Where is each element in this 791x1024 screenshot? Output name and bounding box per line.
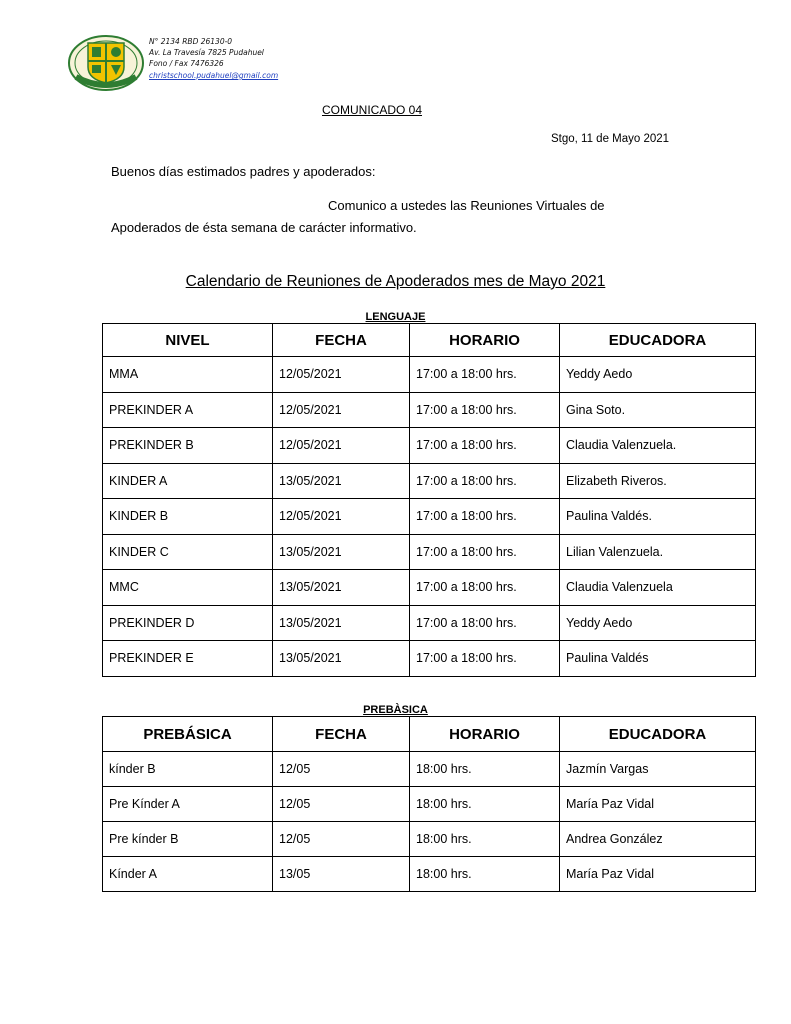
table-row xyxy=(103,392,756,428)
table-cell: Paulina Valdés. xyxy=(560,499,756,535)
table-cell: kínder B xyxy=(103,752,273,787)
table-cell: 17:00 a 18:00 hrs. xyxy=(410,357,560,393)
table-cell: Kínder A xyxy=(103,857,273,892)
table-cell: 13/05/2021 xyxy=(273,534,410,570)
column-header: FECHA xyxy=(273,324,410,357)
table-row xyxy=(103,641,756,677)
table-cell: 17:00 a 18:00 hrs. xyxy=(410,605,560,641)
memo-title: COMUNICADO 04 xyxy=(322,103,423,117)
section-title-lenguaje: LENGUAJE xyxy=(365,311,426,323)
column-header: NIVEL xyxy=(103,324,273,357)
column-header: EDUCADORA xyxy=(560,324,756,357)
table-row xyxy=(103,787,756,822)
table-row xyxy=(103,605,756,641)
table-cell: Gina Soto. xyxy=(560,392,756,428)
table-cell: PREKINDER B xyxy=(103,428,273,464)
column-header: PREBÁSICA xyxy=(103,717,273,752)
table-cell: Lilian Valenzuela. xyxy=(560,534,756,570)
table-cell: KINDER A xyxy=(103,463,273,499)
table-cell: 17:00 a 18:00 hrs. xyxy=(410,499,560,535)
prebasica-table xyxy=(102,716,756,892)
table-cell: 17:00 a 18:00 hrs. xyxy=(410,392,560,428)
section-title-prebasica: PREBÀSICA xyxy=(363,704,428,716)
greeting-text: Buenos días estimados padres y apoderados: xyxy=(111,164,376,179)
table-header-row xyxy=(103,717,756,752)
table-cell: 12/05/2021 xyxy=(273,499,410,535)
column-header: EDUCADORA xyxy=(560,717,756,752)
table-cell: PREKINDER E xyxy=(103,641,273,677)
column-header: FECHA xyxy=(273,717,410,752)
table-row xyxy=(103,857,756,892)
table-cell: 13/05/2021 xyxy=(273,641,410,677)
paragraph-line-2: Apoderados de ésta semana de carácter informativo. xyxy=(111,220,417,235)
column-header: HORARIO xyxy=(410,324,560,357)
table-cell: 12/05/2021 xyxy=(273,428,410,464)
table-row xyxy=(103,822,756,857)
table-row xyxy=(103,428,756,464)
table-cell: MMC xyxy=(103,570,273,606)
table-cell: 12/05/2021 xyxy=(273,357,410,393)
table-row xyxy=(103,499,756,535)
table-cell: 17:00 a 18:00 hrs. xyxy=(410,534,560,570)
table-cell: 13/05/2021 xyxy=(273,570,410,606)
table-cell: 13/05/2021 xyxy=(273,463,410,499)
table-cell: KINDER B xyxy=(103,499,273,535)
table-cell: 18:00 hrs. xyxy=(410,752,560,787)
table-cell: 13/05/2021 xyxy=(273,605,410,641)
table-cell: 12/05 xyxy=(273,752,410,787)
table-cell: Yeddy Aedo xyxy=(560,605,756,641)
table-cell: María Paz Vidal xyxy=(560,857,756,892)
table-cell: 18:00 hrs. xyxy=(410,857,560,892)
table-cell: Paulina Valdés xyxy=(560,641,756,677)
table-cell: Yeddy Aedo xyxy=(560,357,756,393)
calendar-title: Calendario de Reuniones de Apoderados mes de Mayo 2021 xyxy=(185,273,606,290)
table-cell: Pre kínder B xyxy=(103,822,273,857)
table-cell: María Paz Vidal xyxy=(560,787,756,822)
table-cell: PREKINDER A xyxy=(103,392,273,428)
table-cell: 12/05/2021 xyxy=(273,392,410,428)
table-cell: Claudia Valenzuela. xyxy=(560,428,756,464)
column-header: HORARIO xyxy=(410,717,560,752)
table-cell: 17:00 a 18:00 hrs. xyxy=(410,428,560,464)
table-cell: 13/05 xyxy=(273,857,410,892)
paragraph-line-1: Comunico a ustedes las Reuniones Virtuales de xyxy=(328,198,605,213)
school-logo xyxy=(66,33,146,93)
lenguaje-table xyxy=(102,323,756,677)
table-cell: Pre Kínder A xyxy=(103,787,273,822)
table-cell: MMA xyxy=(103,357,273,393)
table-row xyxy=(103,570,756,606)
header-address: Av. La Travesía 7825 Pudahuel xyxy=(149,48,264,57)
table-cell: 12/05 xyxy=(273,787,410,822)
table-cell: 17:00 a 18:00 hrs. xyxy=(410,463,560,499)
memo-date: Stgo, 11 de Mayo 2021 xyxy=(551,133,670,145)
header-rbd: N° 2134 RBD 26130-0 xyxy=(149,37,233,46)
table-cell: KINDER C xyxy=(103,534,273,570)
table-cell: Jazmín Vargas xyxy=(560,752,756,787)
table-row xyxy=(103,752,756,787)
table-cell: 18:00 hrs. xyxy=(410,787,560,822)
table-cell: 18:00 hrs. xyxy=(410,822,560,857)
table-cell: Claudia Valenzuela xyxy=(560,570,756,606)
table-cell: PREKINDER D xyxy=(103,605,273,641)
header-phone: Fono / Fax 7476326 xyxy=(149,59,224,68)
table-cell: 17:00 a 18:00 hrs. xyxy=(410,641,560,677)
table-cell: 17:00 a 18:00 hrs. xyxy=(410,570,560,606)
table-row xyxy=(103,463,756,499)
table-row xyxy=(103,534,756,570)
table-cell: 12/05 xyxy=(273,822,410,857)
header-email-link[interactable]: christschool.pudahuel@gmail.com xyxy=(149,71,279,80)
table-row xyxy=(103,357,756,393)
table-cell: Elizabeth Riveros. xyxy=(560,463,756,499)
table-cell: Andrea González xyxy=(560,822,756,857)
table-header-row xyxy=(103,324,756,357)
